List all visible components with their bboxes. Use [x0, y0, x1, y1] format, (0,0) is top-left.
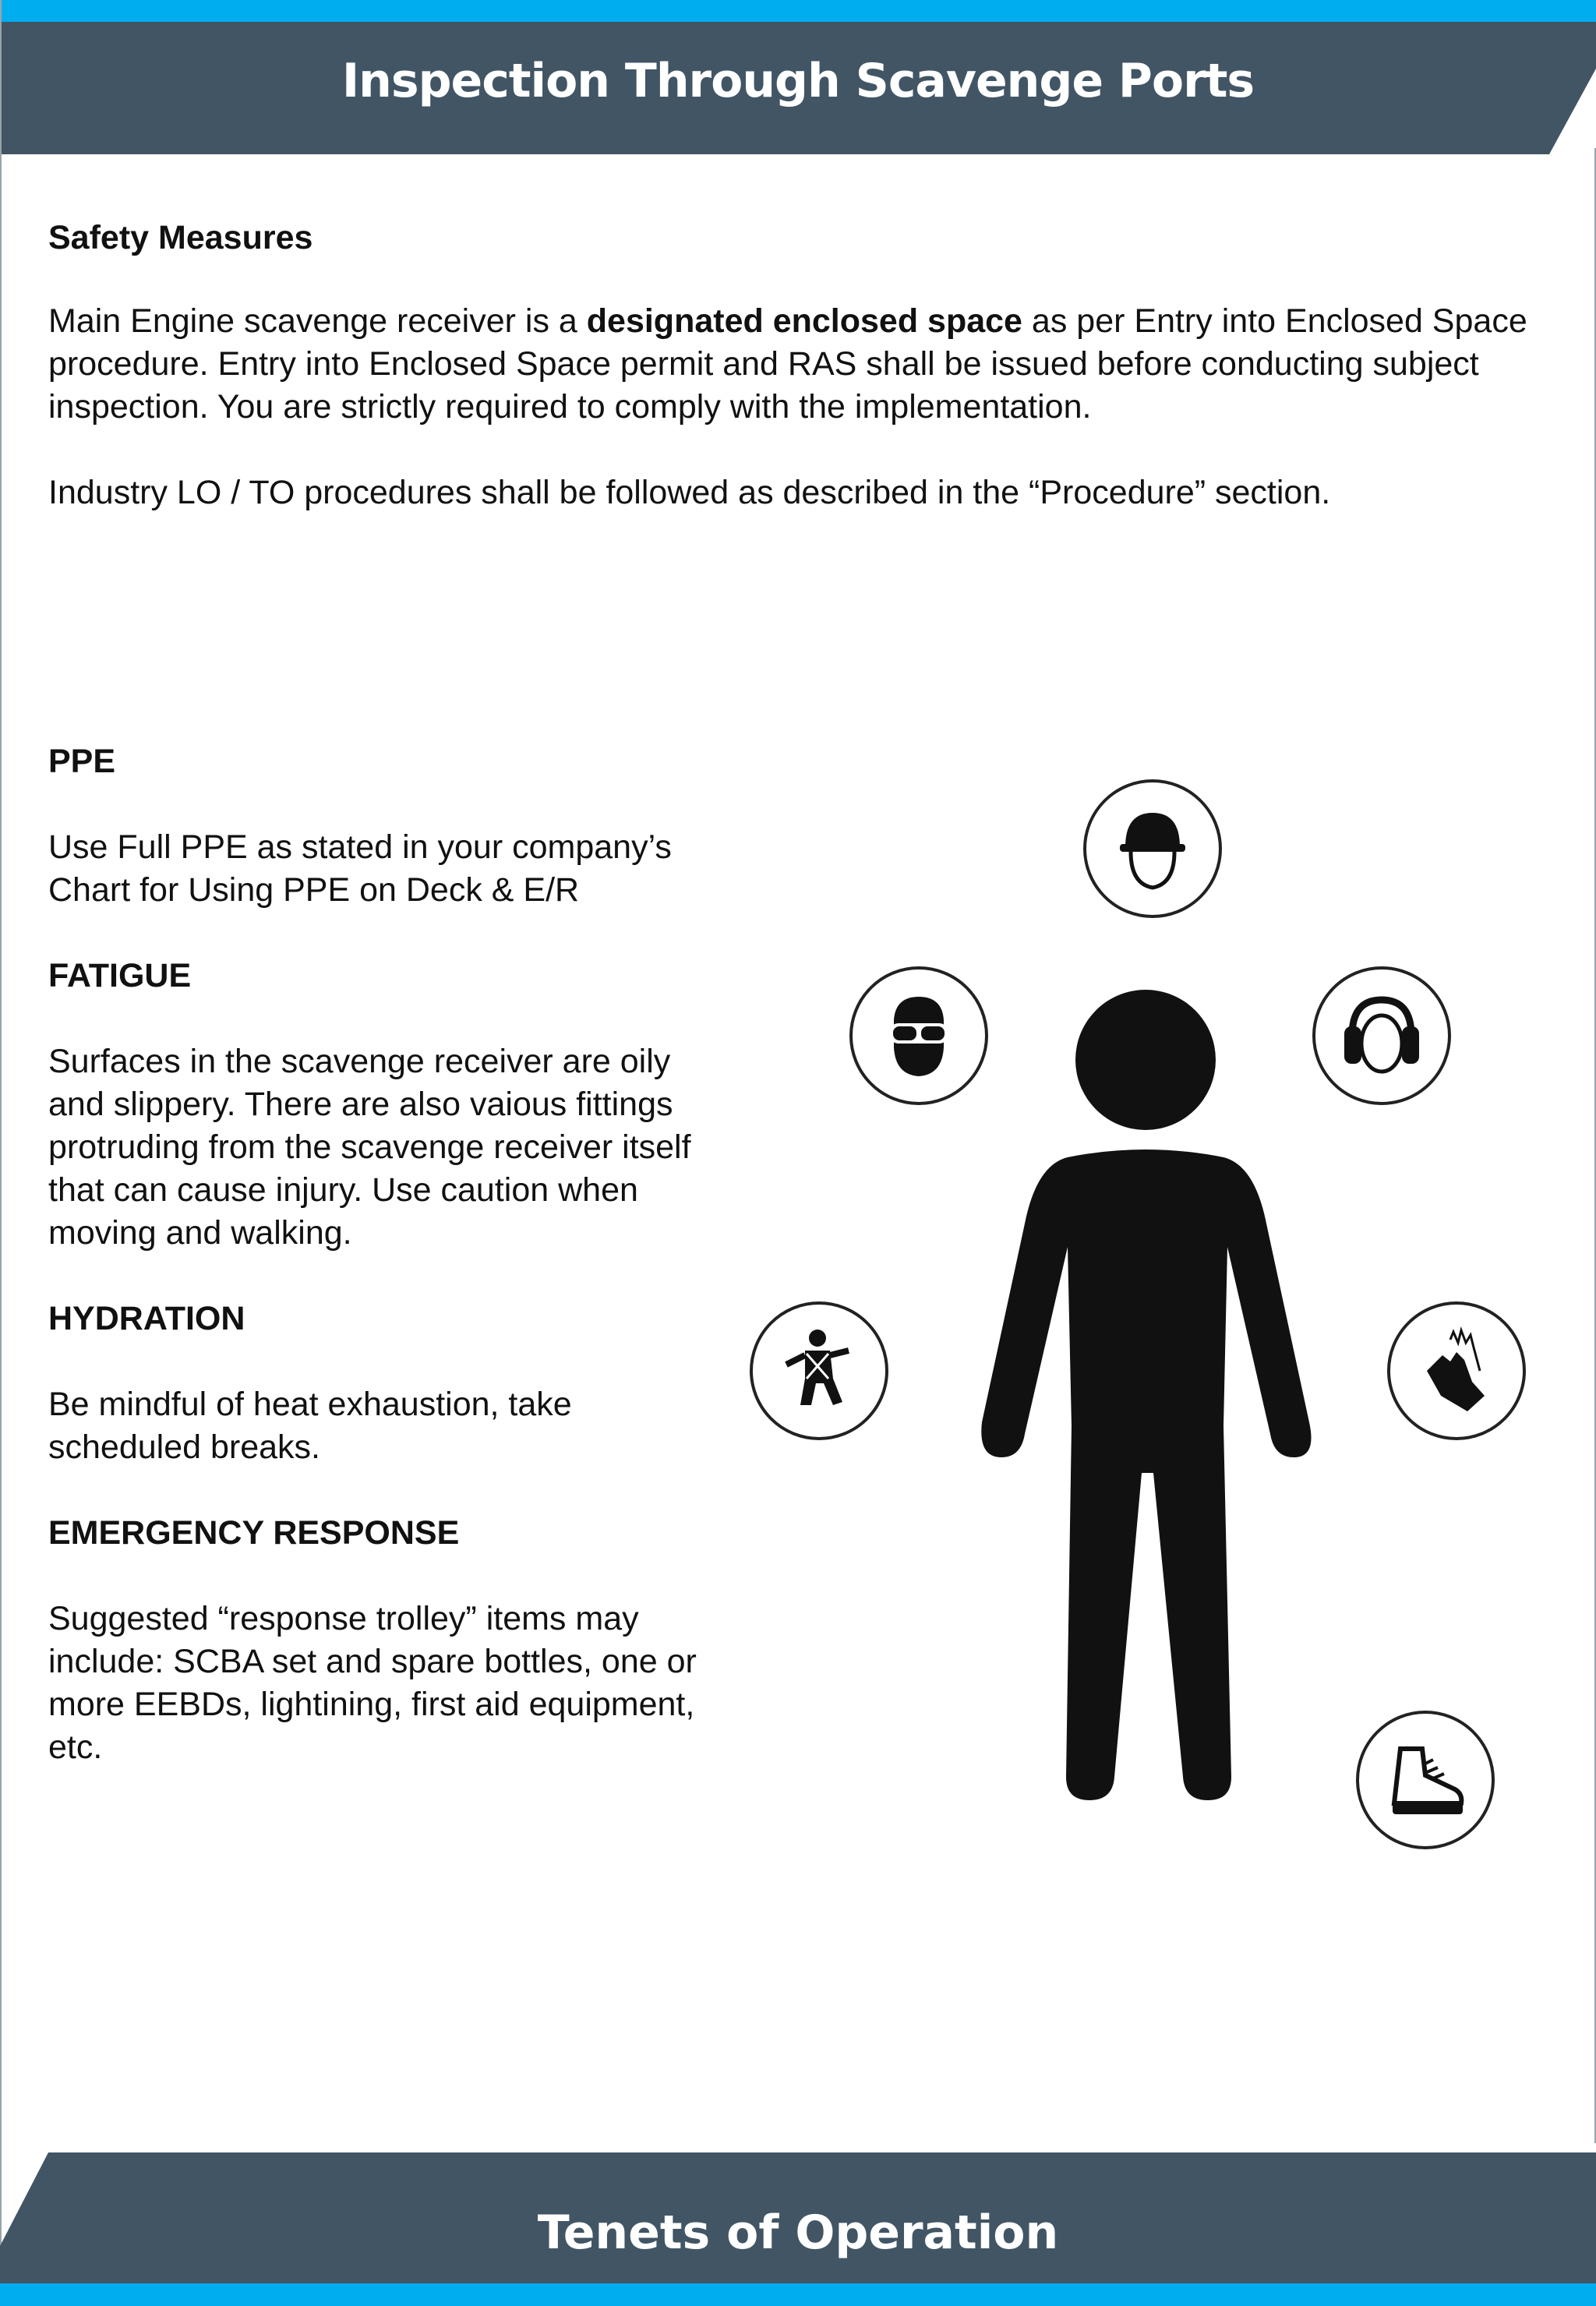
- fatigue-heading: FATIGUE: [48, 957, 192, 994]
- emergency-heading: EMERGENCY RESPONSE: [48, 1514, 460, 1552]
- ppe-text: Use Full PPE as stated in your company’s Chart for Using PPE on Deck & E/R: [48, 828, 672, 909]
- frame-left: [0, 0, 2, 2306]
- safety-paragraph-2: Industry LO / TO procedures shall be followed as described in the “Procedure” section.: [48, 474, 1331, 511]
- ear-protection-icon: [1312, 966, 1451, 1105]
- hard-hat-icon: [1083, 779, 1222, 918]
- hydration-text: Be mindful of heat exhaustion, take scheduled breaks.: [48, 1386, 572, 1466]
- safety-paragraph-1: [48, 300, 1545, 429]
- safety-harness-icon: [750, 1301, 888, 1440]
- person-silhouette-icon: [966, 990, 1325, 1808]
- fatigue-text: Surfaces in the scavenge receiver are oily and slippery. There are also vaious fittings protruding from the scavenge receiver itself that can cause injury. Use caution when moving and walking.: [48, 1043, 691, 1252]
- safety-para1-pre: Main Engine scavenge receiver is a: [48, 302, 587, 340]
- page-title: Inspection Through Scavenge Ports: [341, 54, 1255, 108]
- safety-para1-post: as per Entry into Enclosed Space procedure. Entry into Enclosed Space permit and RAS shall be issued before conducting subject inspection. You are strictly required to comply with the implementation.: [48, 302, 1527, 426]
- safety-para1-bold: designated enclosed space: [586, 302, 1022, 340]
- bottom-accent-bar: [0, 2283, 1596, 2306]
- safety-goggles-icon: [849, 966, 988, 1105]
- emergency-text: Suggested “response trolley” items may include: SCBA set and spare bottles, one or more EEBDs, lightining, first aid equipment, etc.: [48, 1600, 697, 1766]
- safety-gloves-icon: [1387, 1301, 1526, 1440]
- safety-heading: Safety Measures: [48, 219, 313, 256]
- hydration-heading: HYDRATION: [48, 1300, 245, 1337]
- top-accent-bar: [0, 0, 1596, 22]
- safety-boots-icon: [1356, 1711, 1495, 1849]
- ppe-heading: PPE: [48, 743, 116, 780]
- guidance-column: [48, 740, 719, 1812]
- safety-measures-section: [48, 217, 1545, 557]
- ppe-figure: [733, 764, 1543, 1870]
- footer-title: Tenets of Operation: [537, 2205, 1059, 2260]
